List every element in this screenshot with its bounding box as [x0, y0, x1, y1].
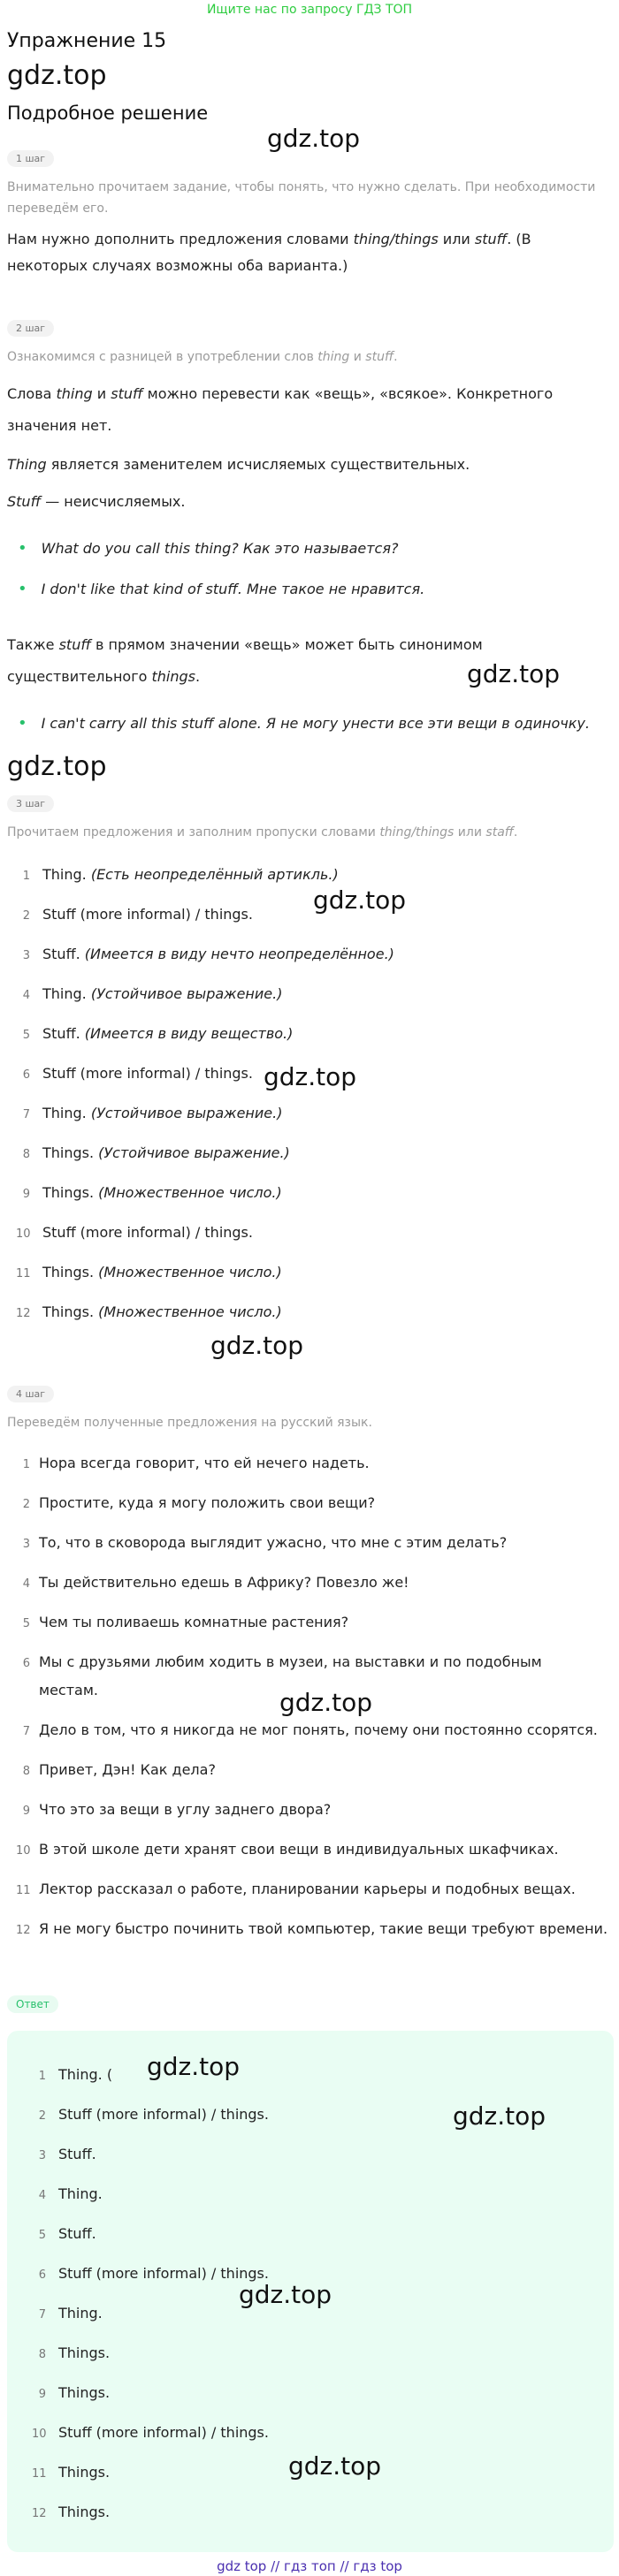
watermark: gdz.top — [264, 1062, 357, 1091]
step-badge: 4 шаг — [7, 1386, 54, 1402]
answer-item: 6 Stuff (more informal) / things. — [38, 2265, 269, 2282]
answer-item: 8 Things. — [38, 2344, 111, 2361]
list-item: 12 Things. (Множественное число.) — [16, 1303, 282, 1320]
footer-links[interactable]: gdz top // гдз топ // гдз top — [217, 2558, 402, 2574]
list-item: 8 Things. (Устойчивое выражение.) — [22, 1144, 290, 1161]
answer-item: 3 Stuff. — [38, 2146, 96, 2162]
list-item: 12 Я не могу быстро починить твой компьютер, такие вещи требуют времени. — [16, 1920, 608, 1937]
paragraph: Слова thing и stuff можно перевести как «вещь», «всякое». Конкретного значения нет. — [7, 385, 554, 434]
list-item: 6 Мы с друзьями любим ходить в музеи, на выставки и по подобным — [22, 1653, 542, 1670]
watermark: gdz.top — [7, 60, 107, 91]
step-badge: 2 шаг — [7, 320, 54, 337]
list-item: 10 В этой школе дети хранят свои вещи в индивидуальных шкафчиках. — [16, 1841, 559, 1858]
step-intro: Переведём полученные предложения на русский язык. — [7, 1416, 372, 1430]
answer-item: 10 Stuff (more informal) / things. — [32, 2424, 269, 2441]
list-item: 6 Stuff (more informal) / things. — [22, 1065, 253, 1082]
answer-item: 7 Thing. — [38, 2305, 103, 2321]
step-intro: Прочитаем предложения и заполним пропуски словами thing/things или staff. — [7, 825, 518, 840]
watermark: gdz.top — [279, 1688, 373, 1717]
answer-badge: Ответ — [7, 1995, 58, 2013]
watermark: gdz.top — [147, 2052, 241, 2081]
paragraph: Stuff — неисчисляемых. — [7, 493, 186, 510]
list-item: 10 Stuff (more informal) / things. — [16, 1224, 253, 1241]
list-item: 3 То, что в сковорода выглядит ужасно, что мне с этим делать? — [22, 1534, 508, 1551]
step-badge: 1 шаг — [7, 150, 54, 167]
answer-item: 2 Stuff (more informal) / things. — [38, 2106, 269, 2123]
answer-item: 11 Things. — [32, 2464, 111, 2481]
top-banner[interactable]: Ищите нас по запросу ГДЗ ТОП — [206, 3, 413, 17]
subtitle: Подробное решение — [7, 103, 209, 124]
list-item: 9 Что это за вещи в углу заднего двора? — [22, 1801, 332, 1818]
answer-item: 4 Thing. — [38, 2185, 103, 2202]
list-item: 9 Things. (Множественное число.) — [22, 1184, 282, 1201]
step-text: Нам нужно дополнить предложения словами thing/things или stuff. (В некоторых случаях возможны оба варианта.) — [7, 231, 531, 274]
list-item: 11 Лектор рассказал о работе, планировании карьеры и подобных вещах. — [16, 1881, 576, 1897]
watermark: gdz.top — [7, 751, 107, 782]
list-item: 1 Нора всегда говорит, что ей нечего надеть. — [22, 1455, 370, 1471]
paragraph: Также stuff в прямом значении «вещь» может быть синонимом существительного things. — [7, 636, 483, 685]
answer-item: 9 Things. — [38, 2384, 111, 2401]
list-item: 2 Stuff (more informal) / things. — [22, 906, 253, 923]
list-item: 2 Простите, куда я могу положить свои вещи? — [22, 1494, 376, 1511]
watermark: gdz.top — [467, 659, 561, 688]
list-item: 4 Ты действительно едешь в Африку? Повезло же! — [22, 1574, 409, 1591]
watermark: gdz.top — [288, 2451, 382, 2481]
list-item: 5 Чем ты поливаешь комнатные растения? — [22, 1614, 349, 1630]
list-item: местам. — [39, 1682, 98, 1698]
list-item: 7 Дело в том, что я никогда не мог понять, почему они постоянно ссорятся. — [22, 1721, 598, 1738]
watermark: gdz.top — [313, 885, 407, 915]
step-badge: 3 шаг — [7, 795, 54, 812]
answer-item: 5 Stuff. — [38, 2225, 96, 2242]
bullet-item: • What do you call this thing? Как это называется? — [18, 539, 399, 558]
list-item: 1 Thing. (Есть неопределённый артикль.) — [22, 866, 339, 883]
page-title: Упражнение 15 — [7, 30, 167, 52]
watermark: gdz.top — [453, 2101, 546, 2131]
list-item: 5 Stuff. (Имеется в виду вещество.) — [22, 1025, 294, 1042]
list-item: 7 Thing. (Устойчивое выражение.) — [22, 1105, 283, 1121]
list-item: 3 Stuff. (Имеется в виду нечто неопределённое.) — [22, 946, 394, 962]
paragraph: Thing является заменителем исчисляемых существительных. — [7, 456, 470, 473]
bullet-item: • I can't carry all this stuff alone. Я не могу унести все эти вещи в одиночку. — [18, 714, 590, 733]
answer-item: 1 Thing. ( — [38, 2066, 113, 2083]
answer-item: 12 Things. — [32, 2504, 111, 2520]
step-intro: Ознакомимся с разницей в употреблении слов thing и stuff. — [7, 350, 398, 364]
list-item: 4 Thing. (Устойчивое выражение.) — [22, 985, 283, 1002]
watermark: gdz.top — [239, 2280, 332, 2309]
watermark: gdz.top — [267, 124, 361, 153]
watermark: gdz.top — [210, 1331, 304, 1360]
step-intro: Внимательно прочитаем задание, чтобы понять, что нужно сделать. При необходимости переведём его. — [7, 180, 596, 216]
list-item: 11 Things. (Множественное число.) — [16, 1264, 282, 1280]
list-item: 8 Привет, Дэн! Как дела? — [22, 1761, 216, 1778]
bullet-item: • I don't like that kind of stuff. Мне такое не нравится. — [18, 580, 425, 598]
